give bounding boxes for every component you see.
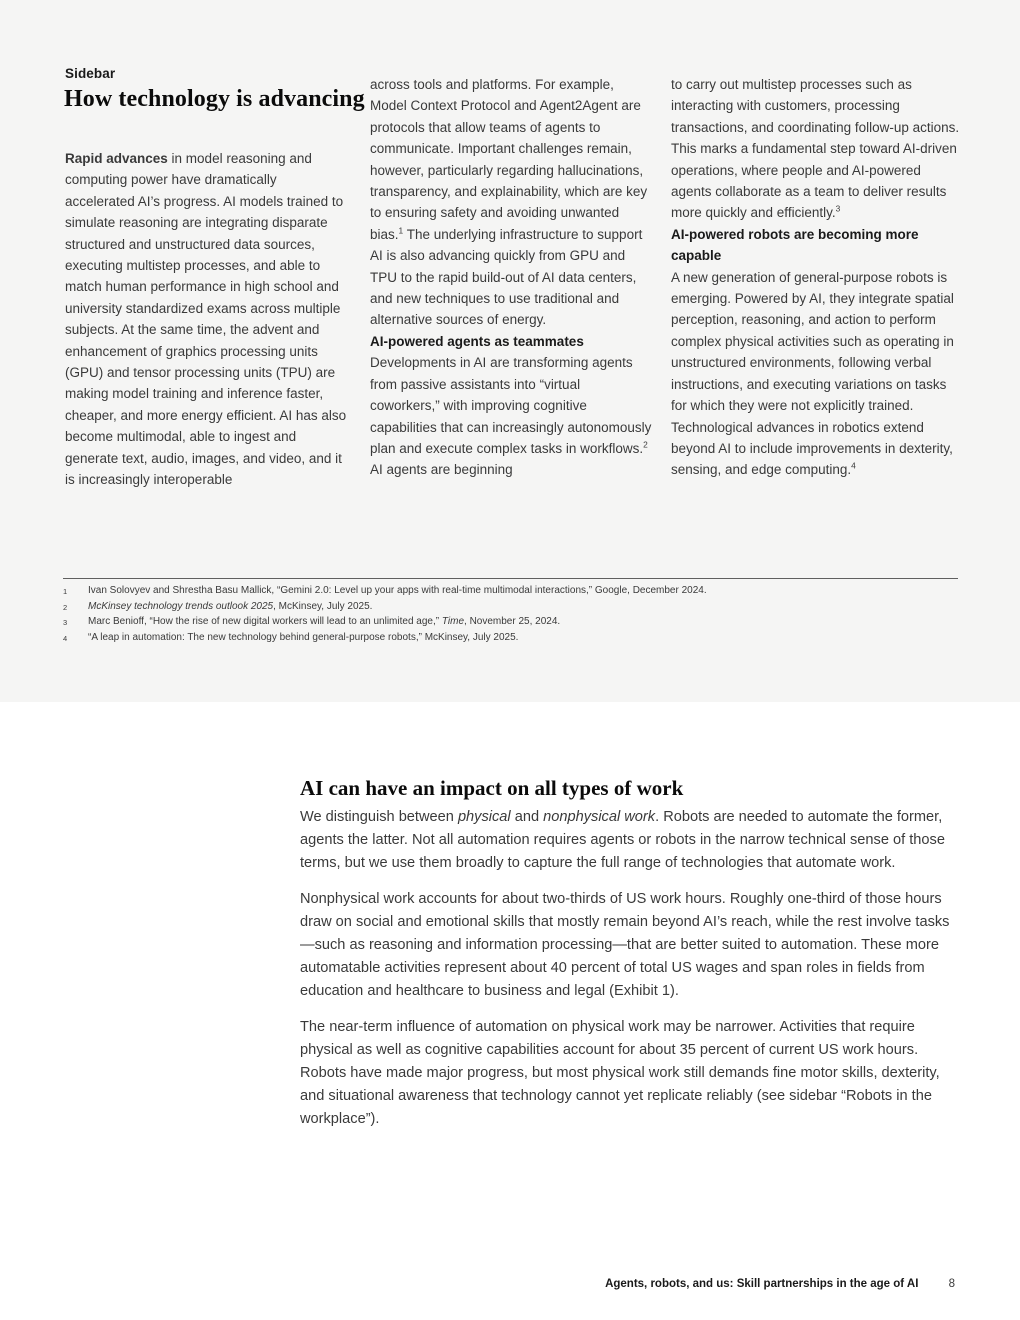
footer-report-title: Agents, robots, and us: Skill partnerships in the age of AI (605, 1278, 919, 1290)
footnote-number: 1 (63, 587, 68, 596)
sidebar-column-1 (65, 148, 347, 491)
sidebar-title: How technology is advancing (64, 86, 365, 112)
sidebar-paragraph: across tools and platforms. For example, Model Context Protocol and Agent2Agent are protocols that allow teams of agents to communicate. Important challenges remain, however, particularly regarding hallucinations, transparency, and explainability, which are key to ensuring safety and avoiding unwanted bias.$^1$ The underlying infrastructure to support AI is also advancing quickly from GPU and TPU to the rapid build-out of AI data centers, and new techniques to use traditional and alternative sources of energy. (370, 77, 648, 328)
footnote-item (63, 600, 958, 616)
footnote-item (63, 631, 958, 647)
sidebar-subheading-agents: AI-powered agents as teammates (370, 333, 584, 349)
footnote-text: Ivan Solovyev and Shrestha Basu Mallick, “Gemini 2.0: Level up your apps with real-time multimodal interactions,” Google, December 2024. (88, 585, 707, 596)
footnote-text: “A leap in automation: The new technology behind general-purpose robots,” McKinsey, July 2025. (88, 631, 519, 643)
page-footer (0, 1278, 955, 1290)
sidebar-paragraph: Rapid advances in model reasoning and computing power have dramatically accelerated AI’s progress. AI models trained to simulate reasoning are integrating disparate structured and unstructured data sources, executing multistep processes, and able to match human performance in high school and university standardized exams across multiple subjects. At the same time, the advent and enhancement of graphics processing units (GPU) and tensor processing units (TPU) are making model training and inference faster, cheaper, and more energy efficient. AI has also become multimodal, able to ingest and generate text, audio, images, and video, and it is increasingly interoperable (65, 151, 347, 488)
footnote-divider (63, 578, 958, 579)
footnote-number: 2 (63, 602, 68, 612)
sidebar-paragraph: A new generation of general-purpose robots is emerging. Powered by AI, they integrate spatial perception, reasoning, and action to perform complex physical activities such as operating in unstructured environments, following verbal instructions, and executing variations on tasks for which they were not explicitly trained. Technological advances in robotics extend beyond AI to include improvements in dexterity, sensing, and edge computing.$^4$ (671, 269, 954, 478)
sidebar-column-2 (370, 74, 652, 481)
footnotes-list (63, 584, 958, 646)
body-paragraph: The near-term influence of automation on physical work may be narrower. Activities that require physical as well as cognitive capabilities account for about 35 percent of current US work hours. Robots have made major progress, but most physical work still demands fine motor skills, dexterity, and situational awareness that technology cannot yet replicate reliably (see sidebar “Robots in the workplace”). (300, 1019, 940, 1127)
footnote-item (63, 615, 958, 631)
footnote-text: Marc Benioff, “How the rise of new digital workers will lead to an unlimited age,” Time, November 25, 2024. (88, 616, 561, 628)
sidebar-kicker: Sidebar (65, 66, 116, 81)
footnote-item (63, 584, 958, 600)
section-heading: AI can have an impact on all types of work (300, 776, 684, 800)
sidebar-subheading-robots: AI-powered robots are becoming more capable (671, 226, 919, 264)
sidebar-paragraph: to carry out multistep processes such as interacting with customers, processing transactions, and coordinating follow-up actions. This marks a fundamental step toward AI-driven operations, where people and AI-powered agents collaborate as a team to deliver results more quickly and efficiently.$^3$ (671, 77, 960, 221)
body-paragraph: Nonphysical work accounts for about two-thirds of US work hours. Roughly one-third of those hours draw on social and emotional skills that mostly remain beyond AI’s reach, while the rest involve tasks—such as reasoning and information processing—that are better suited to automation. These more automatable activities represent about 40 percent of total US wages and span roles in fields from education and healthcare to business and legal (Exhibit 1). (300, 891, 950, 999)
footer-page-number: 8 (948, 1278, 955, 1290)
footnote-text: McKinsey technology trends outlook 2025, McKinsey, July 2025. (88, 600, 373, 612)
footnote-number: 4 (63, 633, 68, 643)
footnote-number: 3 (63, 618, 68, 628)
sidebar-column-3 (671, 74, 961, 481)
sidebar-paragraph: Developments in AI are transforming agents from passive assistants into “virtual coworkers,” with improving cognitive capabilities that can increasingly autonomously plan and execute complex tasks in workflows.$^2$ AI agents are beginning (370, 355, 652, 478)
section-body (300, 806, 957, 1131)
body-paragraph: We distinguish between physical and nonphysical work. Robots are needed to automate the former, agents the latter. Not all automation requires agents or robots in the narrow technical sense of those terms, but we use them broadly to capture the full range of technologies that automate work. (300, 809, 945, 871)
